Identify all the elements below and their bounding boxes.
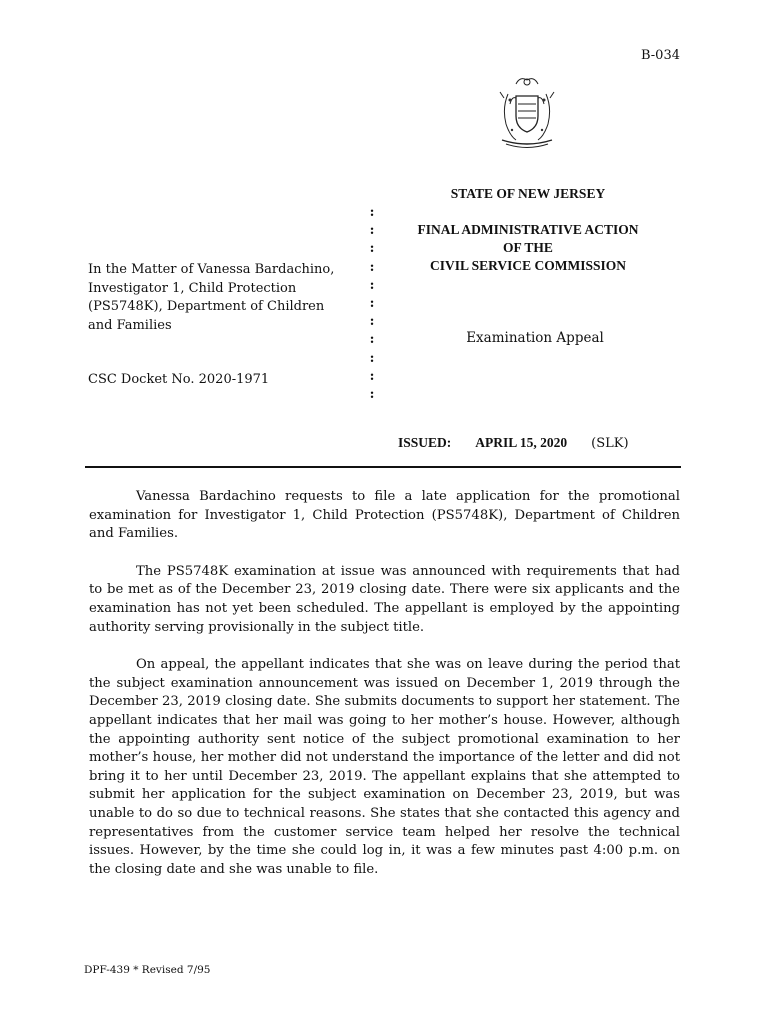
action-title-line: FINAL ADMINISTRATIVE ACTION [417, 222, 639, 237]
separator-colon: : [369, 296, 375, 312]
document-id: B-034 [641, 48, 680, 63]
separator-colon: : [369, 332, 375, 348]
new-jersey-state-seal-icon [492, 74, 562, 152]
body-paragraph: Vanessa Bardachino requests to file a late application for the promotional examination for Investigator 1, Child Protection (PS5748K), Department of Children and Families. [89, 489, 680, 542]
separator-colon: : [369, 387, 375, 403]
separator-colon: : [369, 314, 375, 330]
form-code: DPF-439 * Revised 7/95 [84, 964, 211, 976]
separator-colon: : [369, 350, 375, 366]
issued-row [398, 435, 688, 451]
separator-colon: : [369, 277, 375, 293]
state-title: STATE OF NEW JERSEY [450, 186, 606, 201]
body-text [89, 488, 680, 898]
separator-colon: : [369, 259, 375, 275]
separator-colon: : [369, 223, 375, 239]
header-divider [85, 466, 681, 468]
action-title [385, 221, 671, 275]
issued-label: ISSUED: [398, 435, 452, 450]
matter-caption: In the Matter of Vanessa Bardachino, Investigator 1, Child Protection (PS5748K), Department of Children and Families [88, 262, 335, 333]
docket-number: CSC Docket No. 2020-1971 [88, 372, 270, 387]
appeal-type: Examination Appeal [466, 330, 604, 346]
separator-colon: : [369, 368, 375, 384]
body-paragraph: On appeal, the appellant indicates that she was on leave during the period that the subject examination announcement was issued on December 1, 2019 through the December 23, 2019 closing date. She submits documents to support her statement. The appellant indicates that her mail was going to her mother’s house. However, although the appointing authority sent notice of the subject promotional examination to her mother’s house, her mother did not understand the importance of the letter and did not bring it to her until December 23, 2019. The appellant explains that she attempted to submit her application for the subject examination on December 23, 2019, but was unable to do so due to technical reasons. She states that she contacted this agency and representatives from the customer service team helped her resolve the technical issues. However, by the time she could log in, it was a few minutes past 4:00 p.m. on the closing date and she was unable to file. [89, 657, 680, 877]
action-title-line: CIVIL SERVICE COMMISSION [429, 258, 627, 273]
separator-colon: : [369, 205, 375, 220]
separator-colon: : [369, 241, 375, 257]
issued-date: APRIL 15, 2020 [475, 435, 568, 450]
action-title-line: OF THE [503, 240, 553, 255]
body-paragraph: The PS5748K examination at issue was announced with requirements that had to be met as of the December 23, 2019 closing date. There were six applicants and the examination has not yet been scheduled. The appellant is employed by the appointing authority serving provisionally in the subject title. [89, 563, 680, 635]
author-initials: (SLK) [591, 436, 629, 451]
